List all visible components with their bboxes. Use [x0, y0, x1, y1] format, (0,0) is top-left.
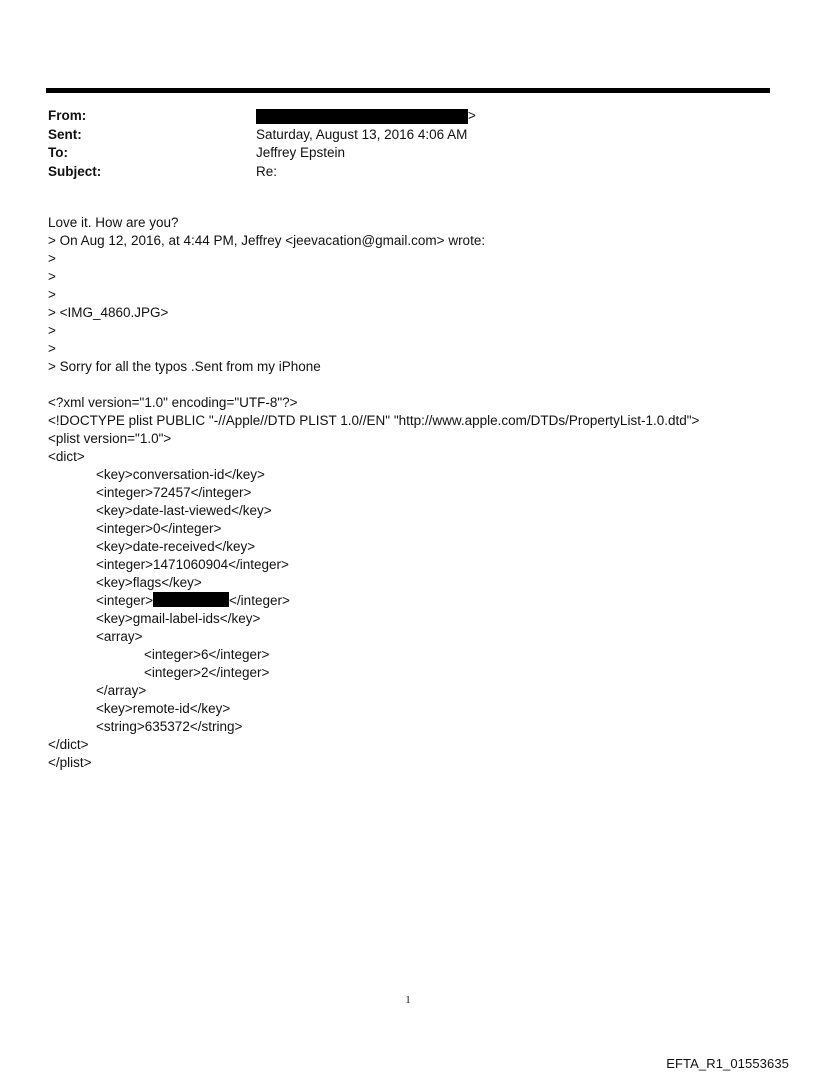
message-line: > <IMG_4860.JPG>	[48, 305, 169, 320]
plist-xml-decl: <?xml version="1.0" encoding="UTF-8"?>	[48, 395, 298, 410]
to-value: Jeffrey Epstein	[256, 145, 346, 160]
message-line: Love it. How are you?	[48, 215, 179, 230]
message-line: >	[48, 341, 56, 356]
plist-value: <integer>0</integer>	[96, 521, 222, 536]
plist-doctype: <!DOCTYPE plist PUBLIC "-//Apple//DTD PLIST 1.0//EN" "http://www.apple.com/DTDs/PropertyList-1.0.dtd">	[48, 413, 700, 428]
spacer	[48, 376, 788, 394]
flags-open-tag: <integer>	[96, 593, 154, 608]
document-id: EFTA_R1_01553635	[666, 1056, 789, 1071]
message-line: > On Aug 12, 2016, at 4:44 PM, Jeffrey <jeevacation@gmail.com> wrote:	[48, 233, 486, 248]
header-rule	[46, 88, 770, 93]
message-line: >	[48, 323, 56, 338]
page-number: 1	[405, 994, 411, 1006]
dict-close: </dict>	[48, 737, 89, 752]
message-line: >	[48, 251, 56, 266]
email-body	[48, 214, 788, 772]
array-close: </array>	[96, 683, 147, 698]
to-label: To:	[48, 145, 68, 160]
plist-key: <key>conversation-id</key>	[96, 467, 265, 482]
array-open: <array>	[96, 629, 143, 644]
email-header	[48, 107, 748, 181]
plist-flags-value	[48, 592, 788, 610]
sent-value: Saturday, August 13, 2016 4:06 AM	[256, 126, 468, 142]
array-item: <integer>2</integer>	[144, 665, 270, 680]
plist-close: </plist>	[48, 755, 92, 770]
flags-close-tag: </integer>	[229, 593, 290, 608]
plist-key: <key>flags</key>	[96, 575, 202, 590]
to-row	[48, 144, 748, 163]
subject-row	[48, 163, 748, 182]
array-item: <integer>6</integer>	[144, 647, 270, 662]
redaction-block	[153, 592, 229, 607]
plist-value: <integer>1471060904</integer>	[96, 557, 289, 572]
plist-value: <string>635372</string>	[96, 719, 243, 734]
message-line: >	[48, 287, 56, 302]
from-row	[48, 107, 748, 126]
plist-key: <key>gmail-label-ids</key>	[96, 611, 261, 626]
subject-label: Subject:	[48, 163, 102, 179]
message-line: >	[48, 269, 56, 284]
plist-key: <key>date-last-viewed</key>	[96, 503, 272, 518]
from-suffix: >	[468, 108, 476, 123]
plist-key: <key>date-received</key>	[96, 539, 256, 554]
sent-row	[48, 126, 748, 145]
redaction-block	[256, 109, 468, 124]
message-line: > Sorry for all the typos .Sent from my iPhone	[48, 359, 321, 374]
sent-label: Sent:	[48, 126, 82, 142]
subject-value: Re:	[256, 163, 278, 179]
plist-value: <integer>72457</integer>	[96, 485, 252, 500]
dict-open: <dict>	[48, 449, 85, 464]
plist-open: <plist version="1.0">	[48, 431, 172, 446]
plist-key: <key>remote-id</key>	[96, 701, 231, 716]
from-value	[256, 107, 476, 126]
from-label: From:	[48, 108, 87, 123]
